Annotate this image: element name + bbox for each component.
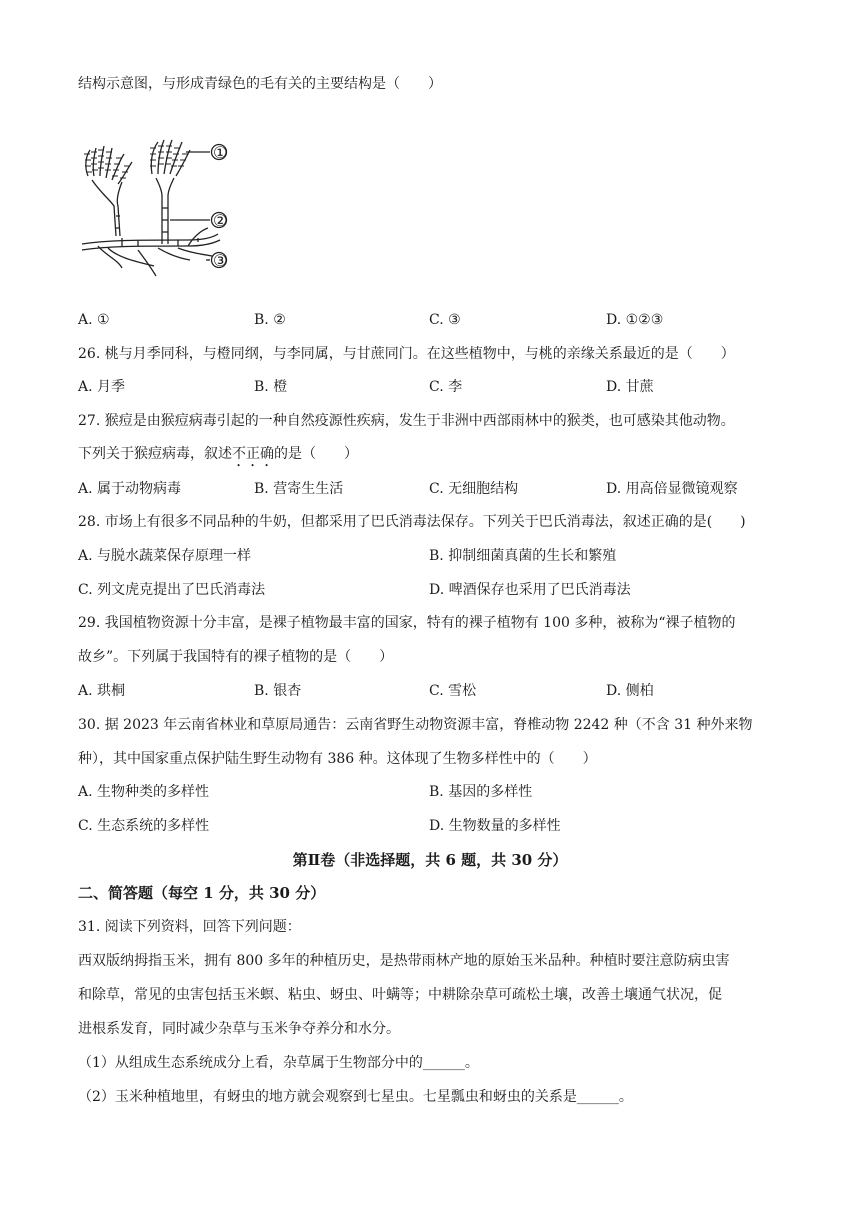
q26-stem: 26. 桃与月季同科，与橙同纲，与李同属，与甘蔗同门。在这些植物中，与桃的亲缘关系最近的是（ ） [78,346,735,362]
q27-stem-post: 的是（ ） [274,446,358,462]
q28-option-a[interactable]: A. 与脱水蔬菜保存原理一样 [78,548,252,564]
q31-passage-line1: 西双版纳拇指玉米，拥有 800 多年的种植历史，是热带雨林产地的原始玉米品种。种植时要注意防病虫害 [78,953,730,969]
q30-stem-line1: 30. 据 2023 年云南省林业和草原局通告：云南省野生动物资源丰富，脊椎动物 2242 种（不含 31 种外来物 [78,717,753,733]
q25-options [78,310,798,330]
q31-subquestion-2: （2）玉米种植地里，有蚜虫的地方就会观察到七星虫。七星瓢虫和蚜虫的关系是______。 [78,1089,633,1105]
q29-option-b[interactable]: B. 银杏 [254,683,302,699]
q31-subquestion-1: （1）从组成生态系统成分上看，杂草属于生物部分中的______。 [78,1055,479,1071]
q26-option-a[interactable]: A. 月季 [78,379,126,395]
q28-options-row2 [78,580,798,600]
q29-option-a[interactable]: A. 珙桐 [78,683,126,699]
q30-option-b[interactable]: B. 基因的多样性 [429,784,533,800]
q27-stem-line1: 27. 猴痘是由猴痘病毒引起的一种自然疫源性疾病，发生于非洲中西部雨林中的猴类，也可感染其他动物。 [78,413,735,429]
q30-option-c[interactable]: C. 生态系统的多样性 [78,818,210,834]
figure-label-2: ② [213,211,228,230]
q27-options [78,479,798,499]
q27-stem-line2 [78,444,358,470]
q26-option-d[interactable]: D. 甘蔗 [606,379,654,395]
q25-option-b[interactable]: B. ② [254,312,286,328]
section2-heading: 二、简答题（每空 1 分，共 30 分） [78,884,326,902]
q27-stem-emphasis: 不正确 [232,446,274,462]
q29-options [78,681,798,701]
q28-option-d[interactable]: D. 啤酒保存也采用了巴氏消毒法 [429,582,631,598]
figure-label-1: ① [213,143,228,162]
q30-options-row1 [78,782,798,802]
q28-option-c[interactable]: C. 列文虎克提出了巴氏消毒法 [78,582,266,598]
q27-option-b[interactable]: B. 营寄生生活 [254,481,344,497]
q29-stem-line1: 29. 我国植物资源十分丰富，是裸子植物最丰富的国家，特有的裸子植物有 100 多种，被称为“裸子植物的 [78,615,736,631]
q30-option-a[interactable]: A. 生物种类的多样性 [78,784,210,800]
q25-stem-tail: 结构示意图，与形成青绿色的毛有关的主要结构是（ ） [78,76,442,92]
q28-options-row1 [78,546,798,566]
q27-option-a[interactable]: A. 属于动物病毒 [78,481,182,497]
q25-option-a[interactable]: A. ① [78,312,110,328]
q26-option-c[interactable]: C. 李 [429,379,463,395]
q25-option-c[interactable]: C. ③ [429,312,461,328]
q27-option-c[interactable]: C. 无细胞结构 [429,481,519,497]
q29-stem-line2: 故乡”。下列属于我国特有的裸子植物的是（ ） [78,649,394,665]
q28-option-b[interactable]: B. 抑制细菌真菌的生长和繁殖 [429,548,617,564]
q29-option-d[interactable]: D. 侧柏 [606,683,654,699]
figure-label-3: ③ [213,251,228,270]
q31-intro: 31. 阅读下列资料，回答下列问题： [78,919,301,935]
q26-option-b[interactable]: B. 橙 [254,379,288,395]
q25-option-d[interactable]: D. ①②③ [606,312,664,328]
q26-options [78,377,798,397]
q30-option-d[interactable]: D. 生物数量的多样性 [429,818,561,834]
q27-option-d[interactable]: D. 用高倍显微镜观察 [606,481,738,497]
q31-passage-line2: 和除草，常见的虫害包括玉米螟、粘虫、蚜虫、叶螨等；中耕除杂草可疏松土壤，改善土壤通气状况，促 [78,987,722,1003]
q27-stem-pre: 下列关于猴痘病毒，叙述 [78,446,232,462]
part2-heading: 第Ⅱ卷（非选择题，共 6 题，共 30 分） [292,851,568,869]
q30-options-row2 [78,816,798,836]
q29-option-c[interactable]: C. 雪松 [429,683,477,699]
q31-passage-line3: 进根系发育，同时减少杂草与玉米争夺养分和水分。 [78,1021,400,1037]
q28-stem: 28. 市场上有很多不同品种的牛奶，但都采用了巴氏消毒法保存。下列关于巴氏消毒法，叙述正确的是( ) [78,514,746,530]
q30-stem-line2: 种），其中国家重点保护陆生野生动物有 386 种。这体现了生物多样性中的（ ） [78,751,597,767]
